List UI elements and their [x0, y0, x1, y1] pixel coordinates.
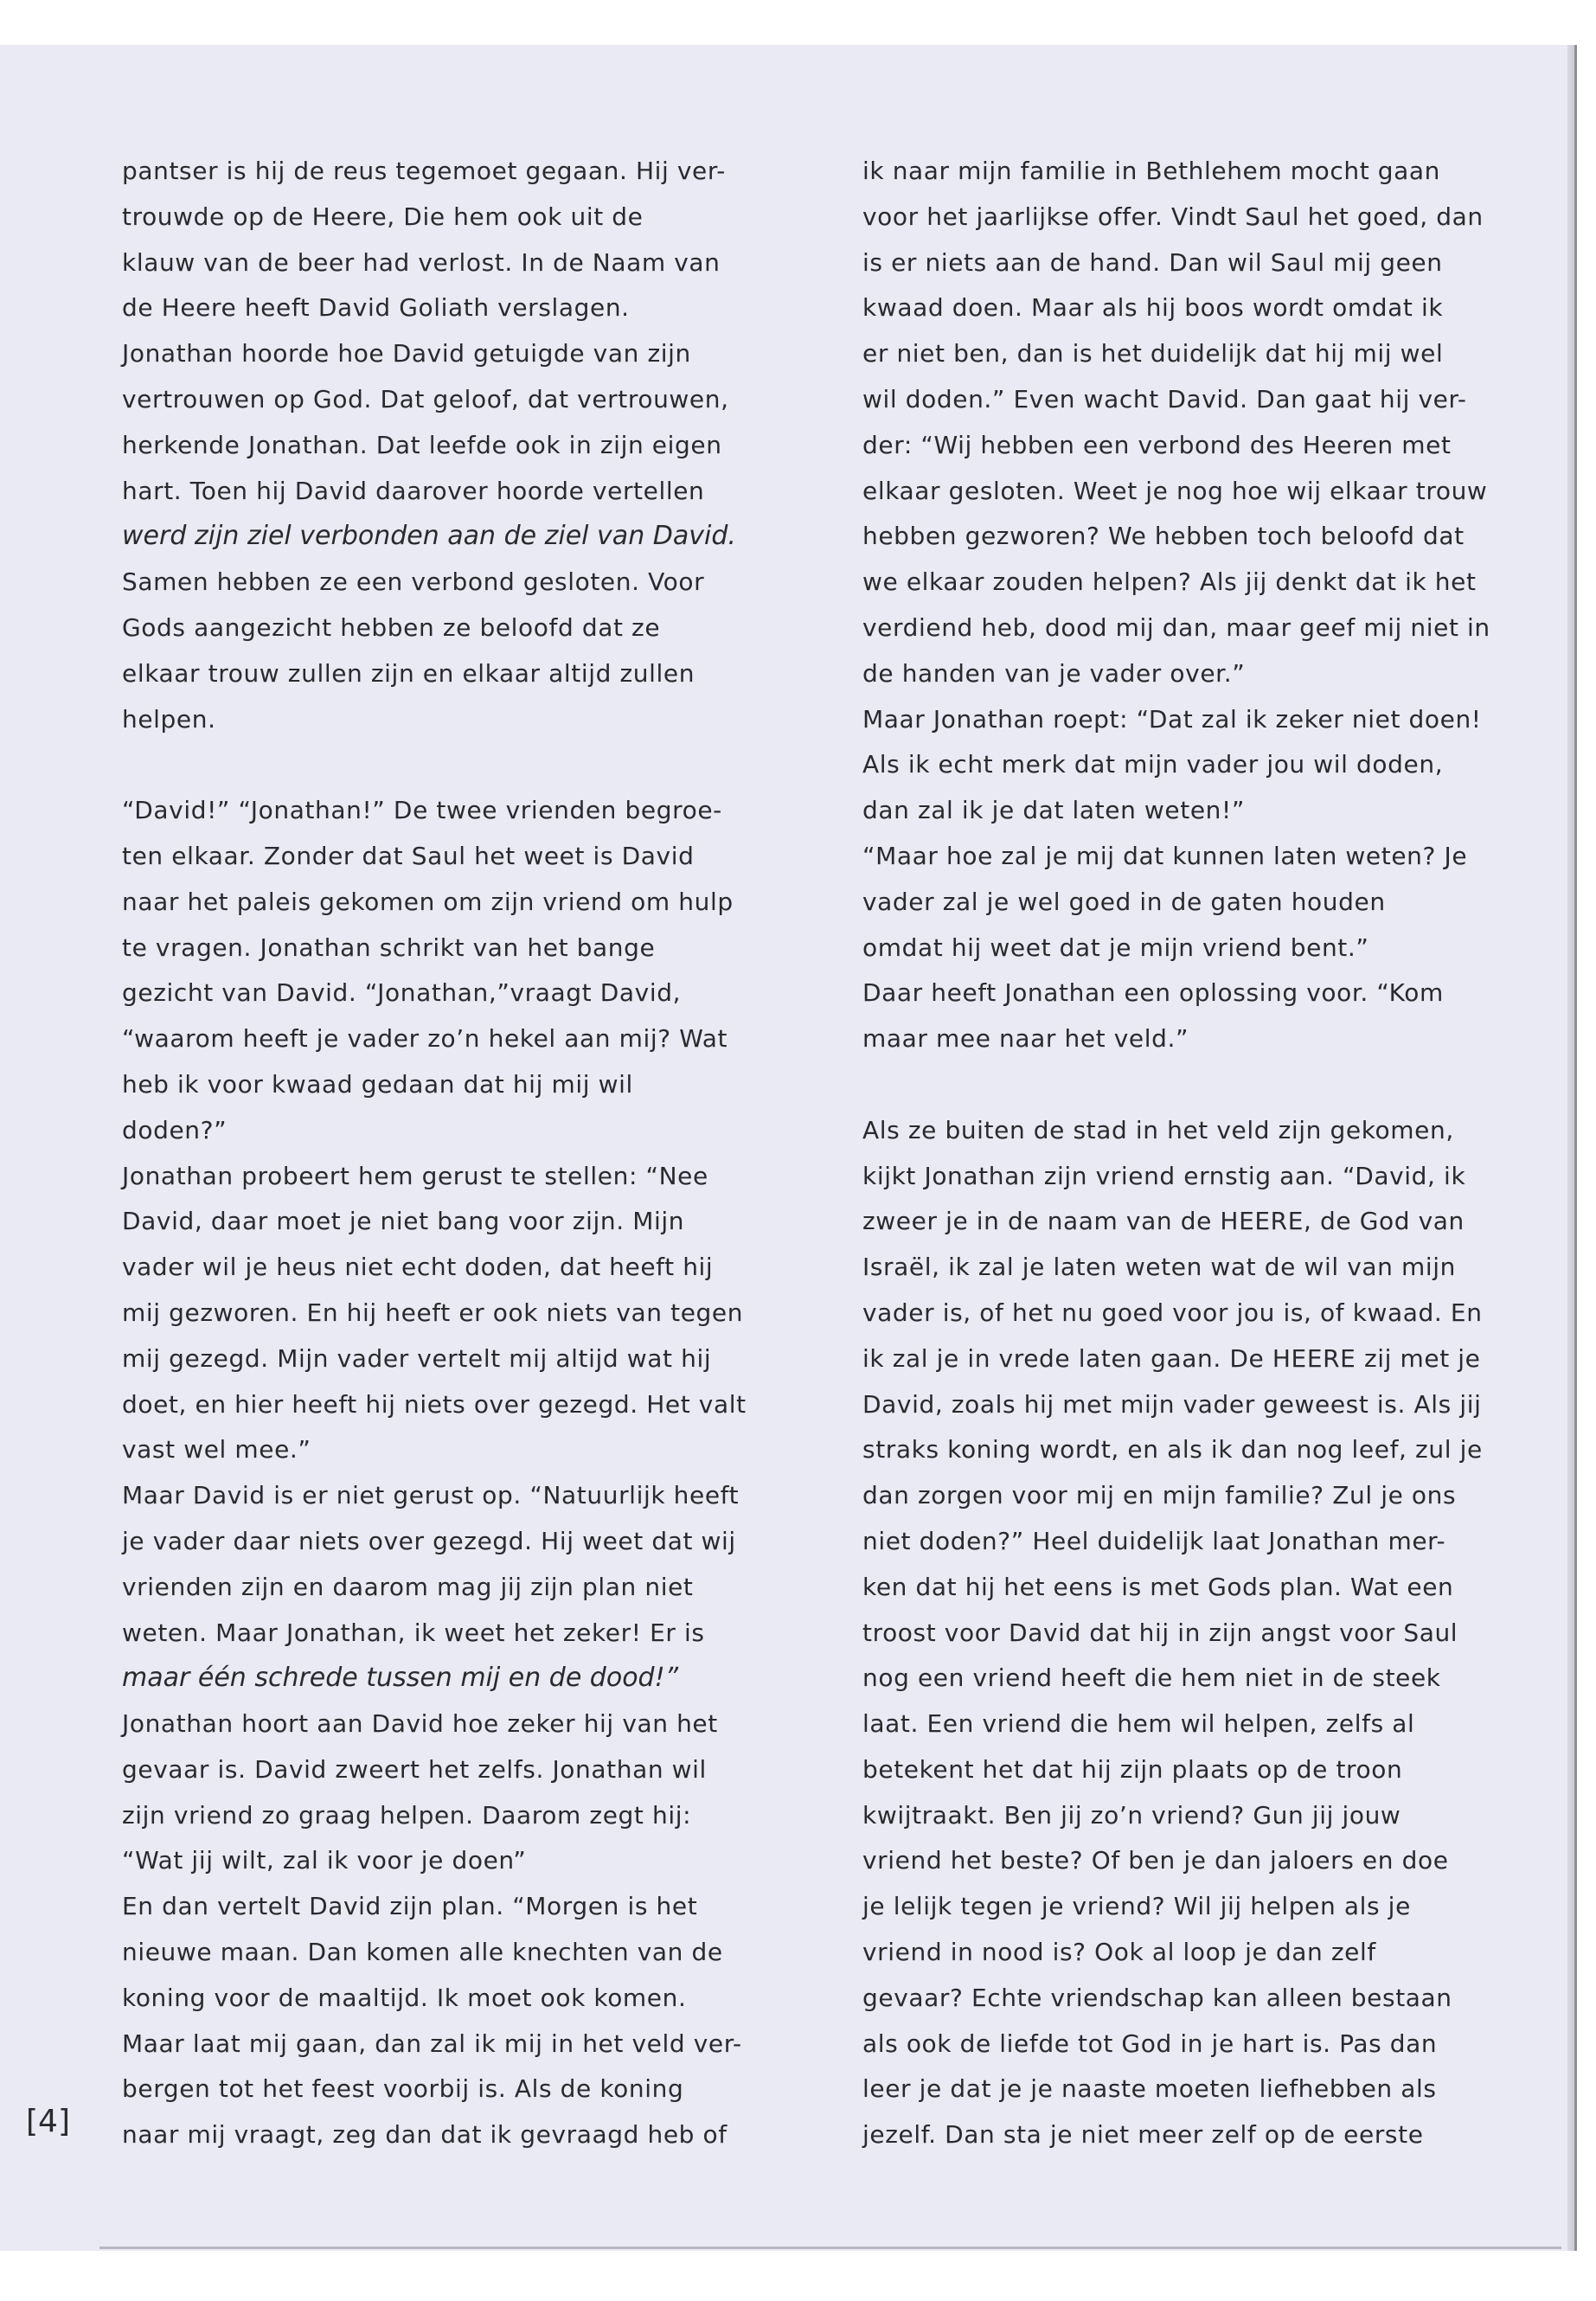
text-line: trouwde op de Heere, Die hem ook uit de — [122, 202, 644, 231]
text-line: Als ze buiten de stad in het veld zijn gekomen, — [862, 1115, 1454, 1144]
text-line: elkaar gesloten. Weet je nog hoe wij elkaar trouw — [862, 476, 1488, 505]
text-line: gezicht van David. “Jonathan,”vraagt David, — [122, 978, 682, 1008]
text-line: troost voor David dat hij in zijn angst voor Saul — [862, 1618, 1458, 1647]
page-number: [4] — [26, 2104, 70, 2139]
text-line: vriend het beste? Of ben je dan jaloers en doe — [862, 1846, 1449, 1875]
text-line: je vader daar niets over gezegd. Hij weet dat wij — [122, 1526, 736, 1555]
text-line: vader is, of het nu goed voor jou is, of kwaad. En — [862, 1298, 1483, 1327]
italic-text-line: maar één schrede tussen mij en de dood!” — [122, 1663, 679, 1694]
text-line: Israël, ik zal je laten weten wat de wil van mijn — [862, 1253, 1456, 1282]
text-line: maar mee naar het veld.” — [862, 1024, 1189, 1054]
text-line: En dan vertelt David zijn plan. “Morgen is het — [122, 1892, 698, 1921]
text-line: “Maar hoe zal je mij dat kunnen laten weten? Je — [862, 841, 1468, 870]
text-line: wil doden.” Even wacht David. Dan gaat hij ver- — [862, 384, 1467, 413]
text-line: ten elkaar. Zonder dat Saul het weet is David — [122, 841, 695, 870]
page-bottom-line — [99, 2247, 1561, 2249]
text-line: gevaar is. David zweert het zelfs. Jonathan wil — [122, 1754, 707, 1784]
text-line: vader wil je heus niet echt doden, dat heeft hij — [122, 1253, 714, 1282]
paragraph-gap — [862, 1062, 1494, 1108]
text-line: vader zal je wel goed in de gaten houden — [862, 887, 1386, 916]
text-line: hebben gezworen? We hebben toch beloofd dat — [862, 522, 1465, 551]
paragraph-gap — [122, 742, 753, 788]
text-line: Jonathan probeert hem gerust te stellen: “Nee — [122, 1161, 708, 1190]
text-line: Jonathan hoorde hoe David getuigde van zijn — [122, 339, 691, 369]
text-line: nieuwe maan. Dan komen alle knechten van de — [122, 1938, 723, 1967]
text-line: Als ik echt merk dat mijn vader jou wil doden, — [862, 750, 1444, 779]
text-line: “David!” “Jonathan!” De twee vrienden begroe- — [122, 796, 722, 825]
text-line: mij gezegd. Mijn vader vertelt mij altijd wat hij — [122, 1343, 712, 1373]
text-line: kijkt Jonathan zijn vriend ernstig aan. “David, ik — [862, 1161, 1466, 1190]
text-line: voor het jaarlijkse offer. Vindt Saul het goed, dan — [862, 202, 1484, 231]
text-line: elkaar trouw zullen zijn en elkaar altijd zullen — [122, 658, 695, 688]
text-line: pantser is hij de reus tegemoet gegaan. Hij ver- — [122, 157, 726, 185]
text-line: Maar laat mij gaan, dan zal ik mij in het veld ver- — [122, 2029, 742, 2058]
text-line: Maar David is er niet gerust op. “Natuurlijk heeft — [122, 1481, 740, 1510]
text-line: nog een vriend heeft die hem niet in de steek — [862, 1663, 1441, 1693]
text-line: ken dat hij het eens is met Gods plan. Wat een — [862, 1572, 1454, 1601]
text-line: Maar Jonathan roept: “Dat zal ik zeker niet doen! — [862, 704, 1482, 734]
text-line: je lelijk tegen je vriend? Wil jij helpen als je — [862, 1892, 1411, 1921]
text-line: bergen tot het feest voorbij is. Als de koning — [122, 2074, 684, 2104]
text-line: Jonathan hoort aan David hoe zeker hij van het — [122, 1709, 718, 1739]
text-line: “Wat jij wilt, zal ik voor je doen” — [122, 1846, 527, 1875]
text-line: Samen hebben ze een verbond gesloten. Voor — [122, 567, 705, 597]
text-line: doden?” — [122, 1115, 228, 1144]
italic-text-line: werd zijn ziel verbonden aan de ziel van David. — [122, 521, 736, 552]
text-line: verdiend heb, dood mij dan, maar geef mij niet in — [862, 612, 1490, 642]
text-line: koning voor de maaltijd. Ik moet ook komen. — [122, 1983, 687, 2012]
text-line: omdat hij weet dat je mijn vriend bent.” — [862, 933, 1369, 962]
text-line: David, zoals hij met mijn vader geweest is. Als jij — [862, 1389, 1482, 1419]
text-line: heb ik voor kwaad gedaan dat hij mij wil — [122, 1069, 633, 1099]
text-line: jezelf. Dan sta je niet meer zelf op de eerste — [862, 2120, 1424, 2150]
text-line: helpen. — [122, 704, 216, 734]
text-line: er niet ben, dan is het duidelijk dat hij mij wel — [862, 339, 1444, 369]
text-line: Gods aangezicht hebben ze beloofd dat ze — [122, 612, 661, 642]
text-line: der: “Wij hebben een verbond des Heeren met — [862, 430, 1452, 459]
text-line: klauw van de beer had verlost. In de Naam van — [122, 247, 721, 277]
text-line: vertrouwen op God. Dat geloof, dat vertrouwen, — [122, 384, 729, 413]
text-line: te vragen. Jonathan schrikt van het bange — [122, 933, 656, 962]
text-line: laat. Een vriend die hem wil helpen, zelfs al — [862, 1709, 1415, 1739]
text-line: ik naar mijn familie in Bethlehem mocht gaan — [862, 157, 1441, 185]
text-line: vriend in nood is? Ook al loop je dan zelf — [862, 1938, 1376, 1967]
text-line: niet doden?” Heel duidelijk laat Jonathan mer- — [862, 1526, 1446, 1555]
text-line: weten. Maar Jonathan, ik weet het zeker! Er is — [122, 1618, 705, 1647]
text-line: als ook de liefde tot God in je hart is. Pas dan — [862, 2029, 1438, 2058]
text-line: Daar heeft Jonathan een oplossing voor. “Kom — [862, 978, 1444, 1008]
text-line: ik zal je in vrede laten gaan. De HEERE zij met je — [862, 1343, 1481, 1373]
text-line: mij gezworen. En hij heeft er ook niets van tegen — [122, 1298, 744, 1327]
text-line: leer je dat je je naaste moeten liefhebben als — [862, 2074, 1437, 2104]
text-line: vrienden zijn en daarom mag jij zijn plan niet — [122, 1572, 694, 1601]
text-line: betekent het dat hij zijn plaats op de troon — [862, 1754, 1403, 1784]
text-line: is er niets aan de hand. Dan wil Saul mij geen — [862, 247, 1443, 277]
text-line: naar het paleis gekomen om zijn vriend om hulp — [122, 887, 734, 916]
text-line: naar mij vraagt, zeg dan dat ik gevraagd heb of — [122, 2120, 727, 2150]
text-line: dan zal ik je dat laten weten!” — [862, 796, 1245, 825]
text-line: “waarom heeft je vader zo’n hekel aan mij? Wat — [122, 1024, 728, 1054]
text-line: David, daar moet je niet bang voor zijn. Mijn — [122, 1207, 685, 1236]
page-edge-line — [1574, 45, 1577, 2251]
text-line: kwijtraakt. Ben jij zo’n vriend? Gun jij jouw — [862, 1800, 1401, 1830]
text-line: de handen van je vader over.” — [862, 658, 1246, 688]
text-line: zweer je in de naam van de HEERE, de God van — [862, 1207, 1465, 1236]
text-line: kwaad doen. Maar als hij boos wordt omdat ik — [862, 293, 1444, 323]
text-line: de Heere heeft David Goliath verslagen. — [122, 293, 630, 323]
right-text-column — [862, 149, 1494, 2158]
text-line: zijn vriend zo graag helpen. Daarom zegt hij: — [122, 1800, 692, 1830]
text-line: herkende Jonathan. Dat leefde ook in zijn eigen — [122, 430, 722, 459]
text-line: dan zorgen voor mij en mijn familie? Zul je ons — [862, 1481, 1457, 1510]
text-line: we elkaar zouden helpen? Als jij denkt dat ik het — [862, 567, 1477, 597]
text-line: doet, en hier heeft hij niets over gezegd. Het valt — [122, 1389, 747, 1419]
text-line: vast wel mee.” — [122, 1435, 311, 1465]
text-line: hart. Toen hij David daarover hoorde vertellen — [122, 476, 705, 505]
text-line: gevaar? Echte vriendschap kan alleen bestaan — [862, 1983, 1452, 2012]
left-text-column — [122, 149, 753, 2158]
text-line: straks koning wordt, en als ik dan nog leef, zul je — [862, 1435, 1483, 1465]
